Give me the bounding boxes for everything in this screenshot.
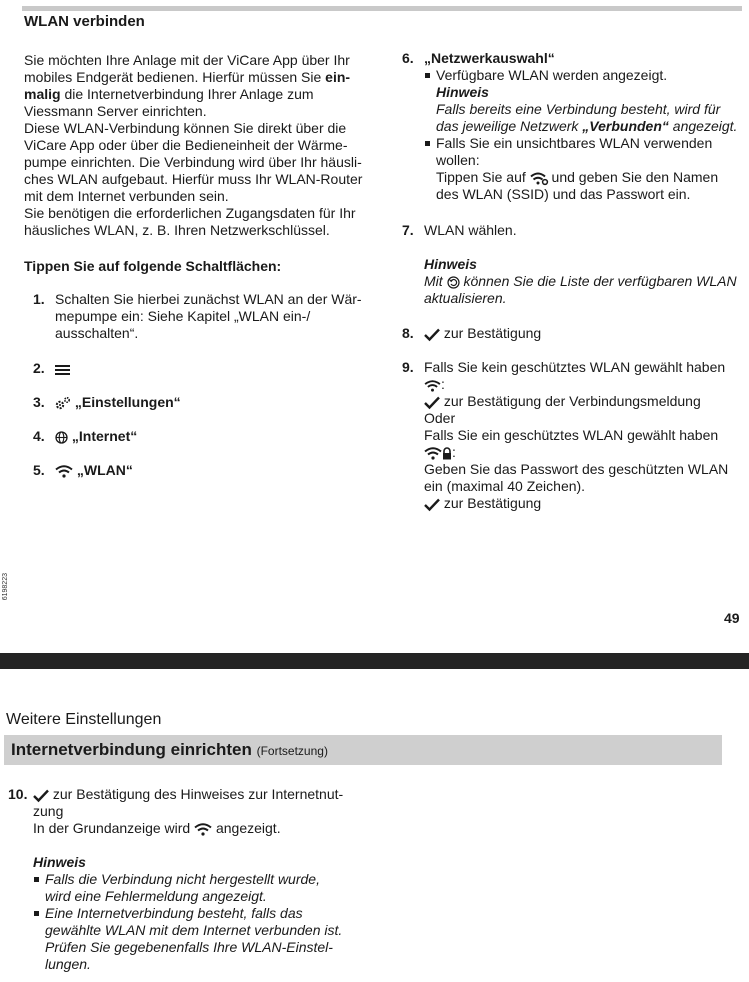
gear-icon [55, 396, 71, 410]
checkmark-icon [424, 498, 440, 511]
step-9: 9. Falls Sie kein geschütztes WLAN gewählt haben : zur Bestätigung der Verbindungsmeldung Oder Falls Sie ein geschütztes WLAN gewählt haben : Geben Sie das Passwort des geschützten WLAN ein (maximal 40 Zeichen). zur Bestätigung [402, 359, 729, 511]
step-8: 8. zur Bestätigung [402, 325, 542, 341]
page-separator [0, 653, 749, 669]
wifi-icon [55, 465, 73, 478]
document-code: 6198223 [2, 573, 9, 601]
globe-icon [55, 431, 68, 444]
step-5: 5. „WLAN“ [33, 462, 133, 478]
step-3: 3. „Einstellungen“ [33, 394, 181, 410]
list-item: Eine Internetverbindung besteht, falls das gewählte WLAN mit dem Internet verbunden ist. Prüfen Sie gegebenenfalls Ihre WLAN-Einstel- lungen. [33, 905, 358, 973]
step-10: 10. zur Bestätigung des Hinweises zur Internetnut- zung In der Grundanzeige wird angezeigt. Hinweis Falls die Verbindung nicht hergestellt wurde, wird eine Fehlermeldung angezeigt. Eine Internetverbindung besteht, falls das gewählte WLAN mit dem Internet verbunden ist. Prüfen Sie gegebenenfalls Ihre WLAN-Einstel- lungen. [8, 786, 358, 973]
step-2: 2. [33, 360, 70, 377]
step-7: 7. WLAN wählen. Hinweis Mit können Sie die Liste der verfügbaren WLAN aktualisieren. [402, 222, 737, 306]
step-4: 4. „Internet“ [33, 428, 138, 444]
list-item: Verfügbare WLAN werden angezeigt. [424, 67, 747, 84]
intro-paragraph: Sie möchten Ihre Anlage mit der ViCare App über Ihr mobiles Endgerät bedienen. Hierfür müssen Sie ein- malig die Internetverbindung Ihrer Anlage zum Viessmann Server einrichten. Diese WLAN-Verbindung können Sie direkt über die ViCare App oder über die Bedieneinheit der Wärme- pumpe einrichten. Die Verbindung wird über Ihr häusli- ches WLAN aufgebaut. Hierfür muss Ihr WLAN-Router mit dem Internet verbunden sein. Sie benötigen die erforderlichen Zugangsdaten für Ihr häusliches WLAN, z. B. Ihren Netzwerkschlüssel. [24, 52, 363, 238]
section-title: Weitere Einstellungen [6, 711, 162, 728]
bar-title: Internetverbindung einrichten (Fortsetzung) [11, 740, 328, 759]
wifi-lock-icon [424, 447, 452, 460]
step-6: 6. „Netzwerkauswahl“ Verfügbare WLAN werden angezeigt. Hinweis Falls bereits eine Verbindung besteht, wird für das jeweilige Netzwerk „Verbunden“ angezeigt. Falls Sie ein unsichtbares WLAN verwenden wollen: Tippen Sie auf und geben Sie den Namen des WLAN (SSID) und das Passwort ein. [402, 50, 747, 203]
page-heading: WLAN verbinden [24, 13, 145, 30]
wifi-settings-icon [530, 172, 548, 185]
list-item: Falls die Verbindung nicht hergestellt wurde, wird eine Fehlermeldung angezeigt. [33, 871, 358, 905]
step-1: 1. Schalten Sie hierbei zunächst WLAN an der Wär- mepumpe ein: Siehe Kapitel „WLAN ein-/ ausschalten“. [33, 291, 362, 341]
top-rule [22, 6, 742, 11]
wifi-icon [424, 380, 441, 392]
checkmark-icon [424, 396, 440, 409]
wifi-icon [194, 823, 212, 836]
refresh-icon [447, 276, 460, 289]
checkmark-icon [424, 328, 440, 341]
tap-heading: Tippen Sie auf folgende Schaltflächen: [24, 258, 282, 274]
menu-icon [55, 364, 70, 376]
checkmark-icon [33, 789, 49, 802]
list-item: Falls Sie ein unsichtbares WLAN verwenden [424, 135, 747, 152]
page-number: 49 [724, 610, 740, 626]
